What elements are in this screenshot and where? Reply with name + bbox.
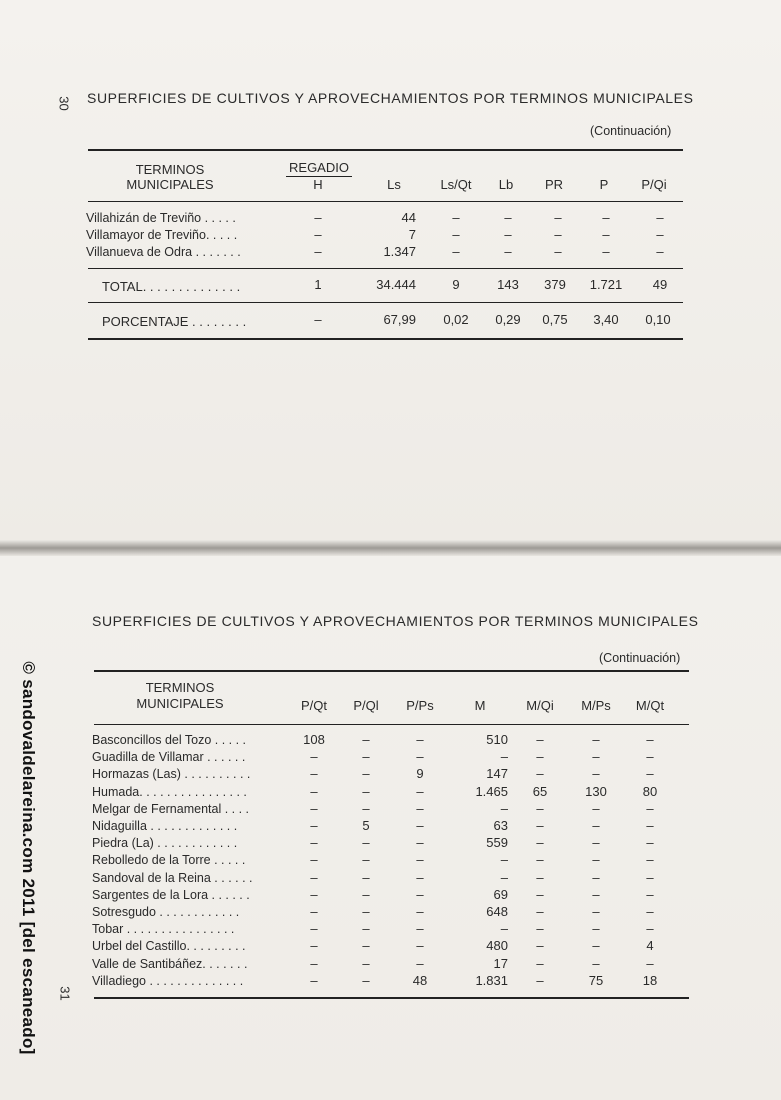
table-top-rule [88, 149, 683, 151]
cell: – [452, 210, 460, 225]
row-name: Villamayor de Treviño. . . . . [86, 228, 238, 242]
cell: – [504, 244, 512, 259]
row-name: Urbel del Castillo. . . . . . . . . [92, 939, 246, 953]
cell: 7 [408, 227, 416, 242]
copyright-watermark [10, 638, 46, 1078]
row-name: Villadiego . . . . . . . . . . . . . . [92, 974, 244, 988]
cell: – [310, 938, 318, 953]
cell: – [592, 921, 600, 936]
cell: – [536, 921, 544, 936]
cell: – [416, 904, 424, 919]
cell: 648 [486, 904, 508, 919]
cell: – [536, 835, 544, 850]
cell: 44 [401, 210, 416, 225]
cell: – [310, 818, 318, 833]
header-bottom-rule [94, 724, 689, 725]
cell: – [592, 938, 600, 953]
total-top-rule [88, 268, 683, 269]
cell: – [362, 801, 370, 816]
cell: – [536, 766, 544, 781]
cell: – [310, 904, 318, 919]
cell: – [314, 210, 322, 225]
cell: – [416, 956, 424, 971]
cell: 1.721 [589, 277, 623, 292]
cell: – [592, 835, 600, 850]
cell: 1 [314, 277, 322, 292]
col-header: PR [544, 177, 564, 192]
cell: 559 [486, 835, 508, 850]
col-header: Ls/Qt [440, 177, 472, 192]
table-bottom-rule [94, 997, 689, 999]
cell: 9 [452, 277, 460, 292]
cell: – [362, 921, 370, 936]
cell: – [646, 801, 654, 816]
cell: 5 [362, 818, 370, 833]
cell: – [362, 766, 370, 781]
cell: – [500, 921, 508, 936]
cell: – [362, 956, 370, 971]
cell: 379 [544, 277, 566, 292]
row-name: Piedra (La) . . . . . . . . . . . . [92, 836, 238, 850]
cell: – [536, 852, 544, 867]
page-title: SUPERFICIES DE CULTIVOS Y APROVECHAMIENTOS POR TERMINOS MUNICIPALES [87, 90, 694, 106]
continuation-label: (Continuación) [590, 124, 672, 138]
cell: – [500, 852, 508, 867]
cell: 67,99 [383, 312, 416, 327]
cell: – [536, 870, 544, 885]
row-name: Rebolledo de la Torre . . . . . [92, 853, 246, 867]
cell: – [536, 818, 544, 833]
col-header: P/Qi [641, 177, 667, 192]
cell: – [310, 766, 318, 781]
cell: – [416, 801, 424, 816]
header-municipales: MUNICIPALES [126, 177, 214, 192]
header-terminos: TERMINOS [135, 162, 205, 177]
cell: – [500, 870, 508, 885]
cell: 0,10 [645, 312, 671, 327]
cell: – [362, 784, 370, 799]
cell: – [416, 835, 424, 850]
cell: 63 [493, 818, 508, 833]
cell: – [536, 938, 544, 953]
cell: – [646, 766, 654, 781]
cell: 48 [412, 973, 428, 988]
cell: – [310, 852, 318, 867]
cell: 0,29 [495, 312, 521, 327]
col-header: M/Qt [635, 698, 665, 713]
cell: 143 [497, 277, 519, 292]
cell: – [452, 227, 460, 242]
cell: – [416, 887, 424, 902]
cell: – [646, 732, 654, 747]
row-name: Sotresgudo . . . . . . . . . . . . [92, 905, 240, 919]
row-name: Basconcillos del Tozo . . . . . [92, 733, 247, 747]
cell: – [592, 732, 600, 747]
row-name: PORCENTAJE . . . . . . . . [102, 314, 247, 329]
cell: – [416, 784, 424, 799]
page-title: SUPERFICIES DE CULTIVOS Y APROVECHAMIENTOS POR TERMINOS MUNICIPALES [92, 613, 699, 629]
cell: – [536, 973, 544, 988]
cell: – [314, 312, 322, 327]
cell: 75 [588, 973, 604, 988]
cell: – [362, 852, 370, 867]
cell: – [656, 210, 664, 225]
cell: – [536, 904, 544, 919]
cell: – [362, 938, 370, 953]
cell: – [362, 973, 370, 988]
table-top-rule [94, 670, 689, 672]
header-terminos: TERMINOS [145, 680, 215, 695]
cell: 1.465 [475, 784, 508, 799]
cell: – [646, 749, 654, 764]
cell: 1.831 [475, 973, 508, 988]
cell: 147 [486, 766, 508, 781]
cell: – [310, 749, 318, 764]
porcentaje-top-rule [88, 302, 683, 303]
cell: – [602, 227, 610, 242]
cell: – [310, 784, 318, 799]
cell: 3,40 [593, 312, 619, 327]
cell: – [536, 749, 544, 764]
row-name: Tobar . . . . . . . . . . . . . . . . [92, 922, 235, 936]
cell: 0,02 [443, 312, 469, 327]
cell: – [416, 818, 424, 833]
cell: – [592, 818, 600, 833]
row-name: Villahizán de Treviño . . . . . [86, 211, 236, 225]
cell: – [416, 870, 424, 885]
cell: – [314, 227, 322, 242]
row-name: Sargentes de la Lora . . . . . . [92, 888, 250, 902]
cell: – [536, 887, 544, 902]
row-name: Melgar de Fernamental . . . . [92, 802, 250, 816]
cell: – [592, 766, 600, 781]
cell: – [504, 210, 512, 225]
col-header: M/Ps [581, 698, 611, 713]
col-header: M/Qi [526, 698, 554, 713]
cell: – [362, 732, 370, 747]
cell: – [656, 244, 664, 259]
cell: 49 [652, 277, 668, 292]
cell: – [646, 956, 654, 971]
cell: – [310, 973, 318, 988]
cell: – [504, 227, 512, 242]
col-header: P/Ql [353, 698, 379, 713]
cell: – [416, 749, 424, 764]
cell: – [416, 732, 424, 747]
row-name: Valle de Santibáñez. . . . . . . [92, 957, 248, 971]
cell: – [310, 835, 318, 850]
cell: – [536, 801, 544, 816]
col-header: P [599, 177, 609, 192]
page-number: 31 [57, 986, 73, 1001]
cell: 510 [486, 732, 508, 747]
page-fold [0, 540, 781, 556]
cell: 9 [416, 766, 424, 781]
row-name: Villanueva de Odra . . . . . . . [86, 245, 241, 259]
cell: – [646, 818, 654, 833]
cell: 480 [486, 938, 508, 953]
cell: – [362, 835, 370, 850]
cell: 69 [493, 887, 508, 902]
cell: – [310, 801, 318, 816]
continuation-label: (Continuación) [599, 651, 681, 665]
cell: 4 [646, 938, 654, 953]
col-header: P/Ps [406, 698, 434, 713]
col-header: Ls [387, 177, 401, 192]
page-30 [0, 0, 781, 548]
cell: 0,75 [542, 312, 568, 327]
cell: 17 [493, 956, 508, 971]
cell: – [310, 956, 318, 971]
row-name: Sandoval de la Reina . . . . . . [92, 871, 253, 885]
header-bottom-rule [88, 201, 683, 202]
cell: 80 [642, 784, 658, 799]
cell: – [536, 956, 544, 971]
row-name: Nidaguilla . . . . . . . . . . . . . [92, 819, 238, 833]
cell: – [646, 870, 654, 885]
cell: – [536, 732, 544, 747]
cell: – [362, 870, 370, 885]
cell: – [554, 244, 562, 259]
row-name: Hormazas (Las) . . . . . . . . . . [92, 767, 251, 781]
cell: – [592, 904, 600, 919]
col-header: M [474, 698, 486, 713]
cell: – [592, 956, 600, 971]
cell: – [416, 852, 424, 867]
page-number: 30 [56, 96, 72, 111]
cell: – [500, 749, 508, 764]
cell: 108 [303, 732, 325, 747]
cell: – [362, 904, 370, 919]
cell: – [646, 904, 654, 919]
cell: – [592, 852, 600, 867]
cell: 34.444 [376, 277, 416, 292]
cell: – [646, 887, 654, 902]
cell: – [646, 852, 654, 867]
col-header: P/Qt [300, 698, 327, 713]
cell: – [310, 870, 318, 885]
cell: – [310, 887, 318, 902]
cell: 1.347 [383, 244, 416, 259]
cell: – [592, 749, 600, 764]
cell: 130 [585, 784, 607, 799]
cell: – [500, 801, 508, 816]
cell: – [310, 921, 318, 936]
cell: – [416, 921, 424, 936]
watermark-text: © sandovaldelareina.com 2011 [del escaneado] [19, 661, 38, 1055]
row-name: TOTAL. . . . . . . . . . . . . . [102, 279, 241, 294]
col-header: H [313, 177, 323, 192]
cell: – [592, 870, 600, 885]
header-regadio: REGADIO [289, 160, 349, 175]
cell: – [592, 887, 600, 902]
cell: – [656, 227, 664, 242]
cell: – [646, 921, 654, 936]
cell: – [592, 801, 600, 816]
cell: – [416, 938, 424, 953]
cell: – [362, 749, 370, 764]
cell: – [314, 244, 322, 259]
cell: – [554, 227, 562, 242]
cell: – [554, 210, 562, 225]
table-bottom-rule [88, 338, 683, 340]
cell: – [646, 835, 654, 850]
header-municipales: MUNICIPALES [136, 696, 224, 711]
cell: – [602, 210, 610, 225]
cell: – [452, 244, 460, 259]
cell: 65 [532, 784, 548, 799]
row-name: Guadilla de Villamar . . . . . . [92, 750, 246, 764]
row-name: Humada. . . . . . . . . . . . . . . . [92, 785, 247, 799]
col-header: Lb [498, 177, 514, 192]
cell: – [362, 887, 370, 902]
cell: – [602, 244, 610, 259]
cell: 18 [642, 973, 658, 988]
